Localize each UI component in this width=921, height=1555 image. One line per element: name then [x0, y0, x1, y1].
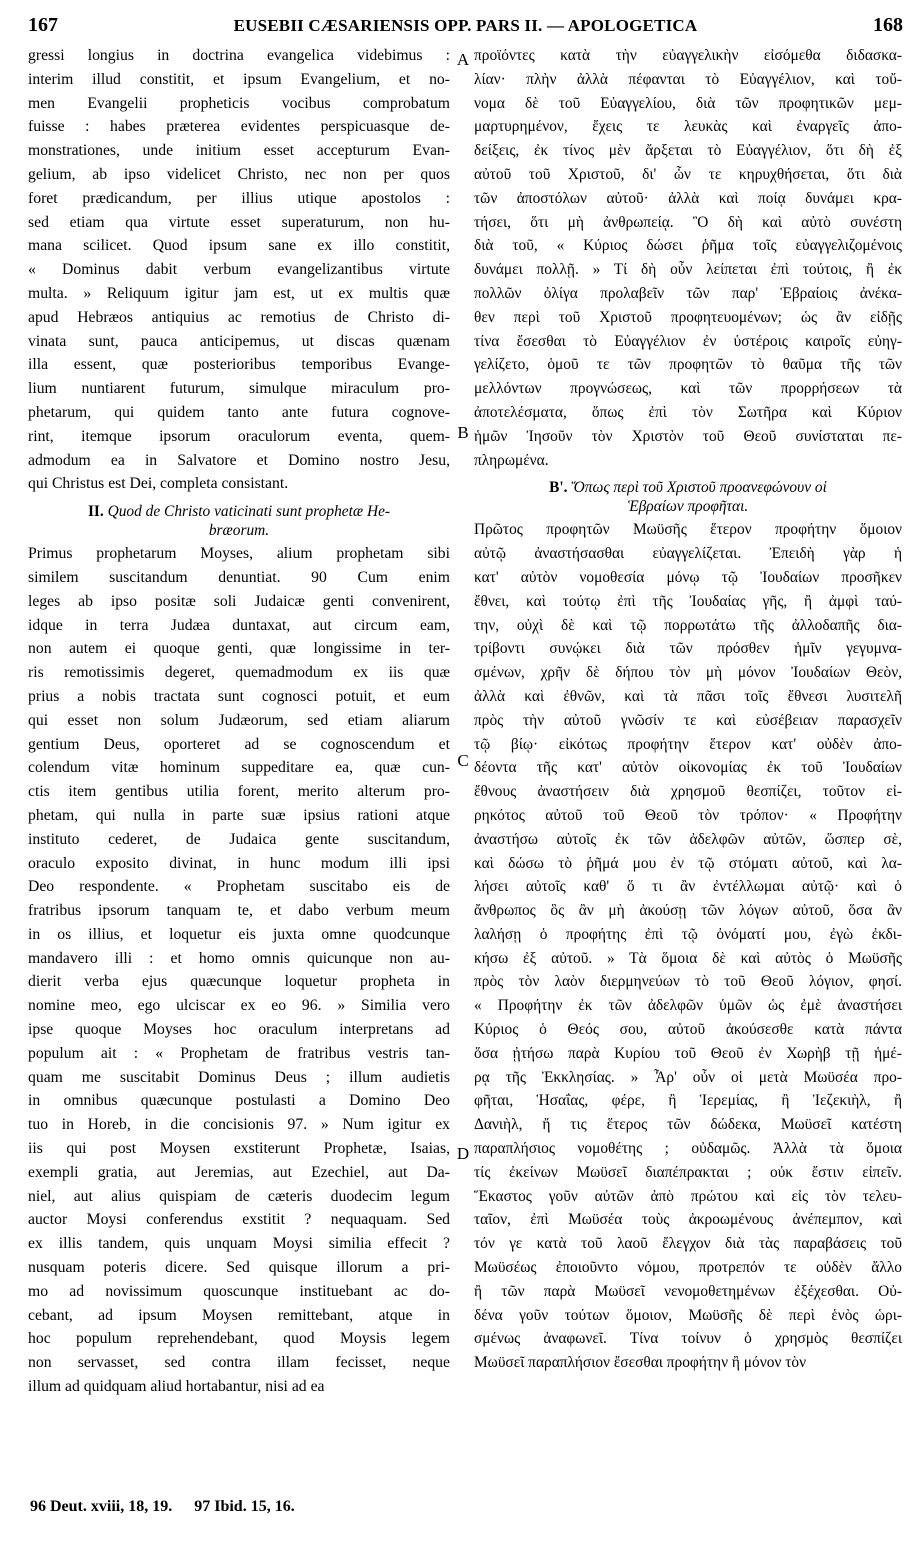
greek-text-line: μαρτυρημένον, ἔχεις τε λευκὰς καὶ ἐναργεῖς ἀπο- — [474, 118, 902, 136]
latin-text-line: lium nuntiarent futurum, simulque miraculum pro- — [28, 380, 450, 398]
greek-section-title: Ὅπως περὶ τοῦ Χριστοῦ προανεφώνουν οἱ — [571, 479, 827, 497]
greek-text-line: γελίζετο, ὁμοῦ τε τῶν προφητῶν τὸ θαῦμα τῆς τῶν — [474, 356, 902, 374]
greek-text-line: σμένως ἀναφωνεῖ. Τίνα τοίνυν ὁ χρησμὸς θεσπίζει — [474, 1330, 902, 1348]
greek-text-line: λήσει αὐτοῖς καθ' ὅ τι ἂν ἐντέλλωμαι αὐτῷ· καὶ ὁ — [474, 878, 902, 896]
latin-text-line: in os illius, et loquetur eis juxta omne quodcunque — [28, 925, 450, 943]
greek-text-line: τήσει, ὅτι μὴ ἀνθρωπείᾳ. Ὃ δὴ καὶ αὐτὸ συνέστη — [474, 213, 902, 231]
greek-text-line: ἔθνει, καὶ τούτῳ ἐπὶ τῆς Ἰουδαίας γῆς, ἢ ἀμφὶ ταύ- — [474, 592, 902, 610]
latin-text-line: similem suscitandum denuntiat. 90 Cum enim — [28, 568, 450, 586]
greek-text-line: Πρῶτος προφητῶν Μωϋσῆς ἕτερον προφήτην ὅμοιον — [474, 521, 902, 539]
latin-text-line: ipse quoque Moyses hoc oraculum interpretans ad — [28, 1021, 450, 1039]
latin-text-line: mo ad novissimum quoscunque instituebant ac do- — [28, 1282, 450, 1300]
latin-text-line: qui esset non solum Judæorum, sed etiam aliarum — [28, 711, 450, 729]
greek-text-line: δείξεις, ἐκ τίνος μὲν ἄρξεται τὸ Εὐαγγέλιον, ὅτι δὴ ἐξ — [474, 142, 902, 160]
latin-text-line: oraculo exposito divinat, in hunc modum illi ipsi — [28, 854, 450, 872]
latin-section-number: II. — [87, 503, 104, 521]
latin-text-line: iis qui post Moysen exstiterunt Prophetæ, Isaias, — [28, 1140, 450, 1158]
greek-text-line: σμένων, χρῆν δὲ δήπου τὸν μὴ μόνον Ἰουδαίων Θεὸν, — [474, 664, 902, 682]
margin-letter-c: C — [457, 751, 469, 770]
greek-text-line: τίς ἐκείνων Μωϋσεῖ διαπέπρακται ; οὐκ ἔστιν εἰπεῖν. — [474, 1163, 902, 1181]
greek-text-line: ἢ τῶν παρὰ Μωϋσεῖ νενομοθετημένων ἐξέχεσθαι. Οὐ- — [474, 1282, 902, 1300]
margin-letter-b: B — [457, 423, 469, 442]
greek-text-line: ἀναστήσω αὐτοῖς ἐκ τῶν ἀδελφῶν αὐτῶν, ὥσπερ σὲ, — [474, 830, 902, 848]
latin-text-line: phetam, qui nulla in parte suæ ipsius rationi atque — [28, 806, 450, 824]
latin-text-line: foret prædicandum, per illius utique apostolos : — [28, 189, 450, 207]
greek-text-line: ἀποτελέσματα, ὅπως ἐπὶ τὸν Σωτῆρα καὶ Κύριον — [474, 403, 902, 421]
latin-text-line: illa essent, quæ posterioribus temporibus Evange- — [28, 356, 450, 374]
latin-text-line: prius a nobis tractata sunt cognosci potuit, et eum — [28, 687, 450, 705]
greek-text-line: παραπλήσιος νομοθέτης ; οὐδαμῶς. Ἀλλὰ τὰ ὅμοια — [474, 1140, 902, 1158]
latin-text-line: multa. » Reliquum igitur jam est, ut ex multis quæ — [28, 284, 450, 302]
greek-text-line: ἀλλὰ καὶ ἐθνῶν, καὶ τὰ πᾶσι τοῖς ἔθνεσι λυσιτελῆ — [474, 687, 902, 705]
latin-text-line: mandavero illi : et homo omnis quicunque non au- — [28, 949, 450, 967]
latin-text-line: Primus prophetarum Moyses, alium prophetam sibi — [28, 545, 450, 563]
latin-text-line: monstrationes, unde initium esset accepturum Evan- — [28, 142, 450, 160]
greek-text-line: λίαν· πλὴν ἀλλὰ πέφανται τὸ Εὐαγγέλιον, καὶ τοὔ- — [474, 70, 902, 88]
greek-text-line: δέοντα τῆς κατ' αὐτὸν οἰκονομίας ἐκ τοῦ Ἰουδαίων — [474, 759, 902, 777]
latin-text-line: populum ait : « Prophetam de fratribus vestris tan- — [28, 1044, 450, 1062]
latin-text-line: « Dominus dabit verbum evangelizantibus virtute — [28, 261, 450, 279]
greek-text-line: Μωϋσεῖ παραπλήσιον ἔσεσθαι προφήτην ἢ μόνον τὸν — [474, 1354, 807, 1372]
greek-text-line: κήσω ἐξ αὐτοῦ. » Τὰ ὅμοια δὲ καὶ αὐτὸς ὁ Μωϋσῆς — [474, 949, 902, 967]
greek-text-line: δένα γοῦν τούτων ὅμοιον, Μωϋσῆς δὲ περὶ ἑνὸς ὡρι- — [474, 1306, 902, 1324]
margin-letter-d: D — [456, 1144, 470, 1163]
latin-text-line: vinata sunt, pauca anticipemus, ut discas quænam — [28, 332, 450, 350]
greek-text-line: ρηκότος αὐτοῦ τοῦ Θεοῦ τὸν τρόπον· « Προφήτην — [474, 806, 902, 824]
latin-text-line: quam me suscitabit Dominus Deus ; illum audietis — [28, 1068, 450, 1086]
greek-text-line: ἡμῶν Ἰησοῦν τὸν Χριστὸν τοῦ Θεοῦ συνίσταται πε- — [474, 427, 902, 445]
page-number-left: 167 — [28, 14, 58, 36]
greek-text-line: Δανιὴλ, ἤ τις ἕτερος τῶν δώδεκα, Μωϋσεῖ κατέστη — [474, 1116, 902, 1134]
greek-text-line: θεν περὶ τοῦ Χριστοῦ προφητευομένων; ὡς ἂν εἰδῇς — [474, 308, 902, 326]
latin-text-line: ris remotissimis degeret, quemadmodum ex iis quæ — [28, 664, 450, 682]
latin-text-line: gelium, ab ipso videlicet Christo, nec non per quos — [28, 165, 450, 183]
latin-text-line: auctor Moysi conferendus exstitit ? nequaquam. Sed — [28, 1211, 450, 1229]
latin-body-paragraph — [28, 542, 450, 1399]
latin-text-line: rint, itemque ipsorum oraculorum eventa, quem- — [28, 427, 450, 445]
latin-text-line: leges ab ipso positæ soli Judaicæ genti convenirent, — [28, 592, 450, 610]
latin-text-line: fuisse : habes præterea evidentes perspicuasque de- — [28, 118, 450, 136]
latin-text-line: qui Christus est Dei, completa consistant. — [28, 475, 289, 493]
latin-text-line: interim illud constitit, et ipsum Evangelium, et no- — [28, 70, 450, 88]
greek-text-line: ταῖον, ἐπὶ Μωϋσέα τοὺς ἀκροωμένους ἀνέπεμπον, καὶ — [474, 1211, 902, 1229]
latin-text-line: non autem ei quoque genti, quæ longissime in ter- — [28, 640, 450, 658]
greek-text-line: προϊόντες κατὰ τὴν εὐαγγελικὴν εἰσόμεθα διδασκα- — [474, 47, 902, 64]
greek-text-line: ἄνθρωπος ὃς ἂν μὴ ἀκούσῃ τῶν λόγων αὐτοῦ, ὅσα ἂν — [474, 902, 902, 920]
greek-column — [474, 44, 902, 1375]
greek-body-paragraph — [474, 518, 902, 1375]
greek-text-line: τόν γε κατὰ τοῦ λαοῦ ἔλεγχον διὰ τὰς παραβάσεις τοῦ — [474, 1235, 902, 1253]
footnote-97: 97 Ibid. 15, 16. — [194, 1498, 295, 1515]
greek-text-line: κατ' αὐτὸν νομοθεσία μόνῳ τῷ Ἰουδαίων προσῆκεν — [474, 568, 902, 586]
latin-text-line: gressi longius in doctrina evangelica videbimus : — [28, 47, 450, 64]
greek-text-line: αὐτοῦ τοῦ Χριστοῦ, δι' ὧν τε κηρυχθήσεται, ὅτι διὰ — [474, 165, 902, 183]
latin-text-line: nusquam poteris dicere. Sed quisque illorum a pri- — [28, 1259, 450, 1277]
latin-text-line: idque in terra Judæa duntaxat, aut circum eam, — [28, 616, 450, 634]
latin-text-line: cebant, ad ipsum Moysen remittebant, atque in — [28, 1306, 450, 1324]
footnotes — [30, 1498, 313, 1516]
latin-text-line: colendum vitæ hominum suppeditare ea, quæ cun- — [28, 759, 450, 777]
greek-text-line: καὶ δώσω τὸ ῥῆμά μου ἐν τῷ στόματι αὐτοῦ, καὶ λα- — [474, 854, 902, 872]
latin-text-line: ex illis tandem, quis unquam Moysi similia effecit ? — [28, 1235, 450, 1253]
greek-text-line: αὐτῷ ἀναστήσασθαι εὐαγγελίζεται. Ἐπειδὴ γὰρ ἡ — [474, 545, 902, 563]
latin-column — [28, 44, 450, 1399]
greek-text-line: Ἕκαστος γοῦν αὐτῶν ἀπὸ πρώτου καὶ εἰς τὸν τελευ- — [474, 1187, 902, 1205]
greek-text-line: Μωϋσέως ἐποιοῦντο νόμου, προτρεπόν τε οὐδὲν ἄλλο — [474, 1259, 902, 1277]
running-title: EUSEBII CÆSARIENSIS OPP. PARS II. — APOLOGETICA — [233, 16, 698, 35]
greek-text-line: πολλῶν ὀλίγα προλαβεῖν τῶν παρ' Ἑβραίοις ἀνέκα- — [474, 284, 902, 302]
greek-section-heading — [474, 478, 902, 516]
latin-text-line: men Evangelii propheticis vocibus comprobatum — [28, 94, 450, 112]
latin-text-line: exempli gratia, aut Jeremias, aut Ezechiel, aut Da- — [28, 1163, 450, 1181]
greek-text-line: ὅσα ᾐτήσω παρὰ Κυρίου τοῦ Θεοῦ ἐν Χωρὴβ τῇ ἡμέ- — [474, 1044, 902, 1062]
greek-text-line: τίνα ἔσεσθαι τὸ Εὐαγγέλιον ἐν ὑστέροις καιροῖς εὐηγ- — [474, 332, 902, 350]
latin-text-line: admodum ea in Salvatore et Domino nostro Jesu, — [28, 451, 450, 469]
greek-text-line: λαλήσῃ ὁ προφήτης ἐπὶ τῷ ὀνόματί μου, ἐγὼ ἐκδι- — [474, 925, 902, 943]
margin-letter-a: A — [456, 50, 470, 69]
latin-text-line: gentium Deus, oporteret ad se cognoscendum et — [28, 735, 450, 753]
latin-text-line: niel, aut alius quispiam de cæteris duodecim legum — [28, 1187, 450, 1205]
latin-intro-paragraph — [28, 44, 450, 496]
latin-section-title: Quod de Christo vaticinati sunt prophetæ He- — [107, 503, 391, 521]
latin-text-line: Deo respondente. « Prophetam suscitabo eis de — [28, 878, 450, 896]
page-number-right: 168 — [873, 14, 903, 36]
latin-text-line: illum ad quidquam aliud hortabantur, nisi ad ea — [28, 1378, 325, 1396]
greek-text-line: ἔθνους ἀναστήσειν διὰ χρησμοῦ θεσπίζει, τοῦτον εἰ- — [474, 783, 902, 801]
latin-text-line: hoc populum reprehendebant, quod Moysis legem — [28, 1330, 450, 1348]
latin-text-line: in omnibus quæcunque postulasti a Domino Deo — [28, 1092, 450, 1110]
latin-text-line: tuo in Horeb, in die concisionis 97. » Num igitur ex — [28, 1116, 450, 1134]
latin-text-line: fratribus ipsorum tanquam te, et dabo verbum meum — [28, 902, 450, 920]
greek-text-line: πρὸς τὴν αὐτοῦ γνῶσίν τε καὶ εὐσέβειαν παρασχεῖν — [474, 711, 902, 729]
latin-section-heading — [28, 502, 450, 540]
footnote-96: 96 Deut. xviii, 18, 19. — [30, 1498, 173, 1515]
greek-text-line: την, οὐχὶ δὲ καὶ τῷ πορρωτάτω τῆς ἀλλοδαπῆς δια- — [474, 616, 902, 634]
greek-text-line: « Προφήτην ἐκ τῶν ἀδελφῶν ὑμῶν ὡς ἐμὲ ἀναστήσει — [474, 997, 902, 1015]
greek-text-line: πληρωμένα. — [474, 451, 549, 469]
greek-text-line: φῆται, Ἡσαΐας, φέρε, ἢ Ἱερεμίας, ἢ Ἰεζεκιὴλ, ἢ — [474, 1092, 902, 1110]
latin-text-line: phetarum, qui quidem tanto ante futura cognove- — [28, 403, 450, 421]
latin-section-title-2: bræorum. — [208, 522, 270, 540]
latin-text-line: instituto cederet, de Judaica gente suscitandum, — [28, 830, 450, 848]
greek-text-line: διὰ τοῦ, « Κύριος δώσει ῥῆμα τοῖς εὐαγγελιζομένοις — [474, 237, 902, 255]
greek-text-line: ρᾳ τῆς Ἐκκλησίας. » Ἆρ' οὖν οἱ μετὰ Μωϋσέα προ- — [474, 1068, 902, 1086]
greek-text-line: τῶν ἀποστόλων αὐτοῦ· ἀλλὰ καὶ ποίᾳ δυνάμει κρα- — [474, 189, 902, 207]
greek-text-line: μελλόντων προγνώσεως, καὶ τῶν προρρήσεων τὰ — [474, 380, 902, 398]
greek-section-title-2: Ἑβραίων προφῆται. — [627, 498, 749, 516]
running-header — [28, 14, 903, 42]
greek-text-line: Κύριος ὁ Θεός σου, αὐτοῦ ἀκούσεσθε κατὰ πάντα — [474, 1021, 902, 1039]
latin-text-line: nomine meo, ego ulciscar ex eo 96. » Similia vero — [28, 997, 450, 1015]
latin-text-line: non servasset, sed contra illam fecisset, neque — [28, 1354, 450, 1372]
latin-text-line: apud Hebræos antiquius ac remotius de Christo di- — [28, 308, 450, 326]
latin-text-line: sed etiam qua virtute esset superaturum, non hu- — [28, 213, 450, 231]
latin-text-line: dierit verba ejus quæcunque loquetur propheta in — [28, 973, 450, 991]
greek-intro-paragraph — [474, 44, 902, 472]
latin-text-line: mana scilicet. Quod ipsum sane ex illo constitit, — [28, 237, 450, 255]
greek-text-line: δυνάμει πολλῇ. » Τί δὴ οὖν λείπεται ἐπὶ τούτοις, ἢ ἐκ — [474, 261, 902, 279]
greek-section-number: Β'. — [549, 479, 568, 497]
greek-text-line: τῷ βίῳ· εἰκότως προφήτην ἕτερον κατ' οὐδὲν ἀπο- — [474, 735, 902, 753]
latin-text-line: ctis item gentibus utilia forent, merito alterum pro- — [28, 783, 450, 801]
greek-text-line: τρίβοντι συνῴκει διὰ τῶν πρόσθεν ἡμῖν γεγυμνα- — [474, 640, 902, 658]
greek-text-line: πρὸς τὸν λαὸν διερμηνεύων τὸ τοῦ Θεοῦ λόγιον, φησί. — [474, 973, 902, 991]
greek-text-line: νομα δὲ τοῦ Εὐαγγελίου, διὰ τῶν προφητικῶν μεμ- — [474, 94, 902, 112]
